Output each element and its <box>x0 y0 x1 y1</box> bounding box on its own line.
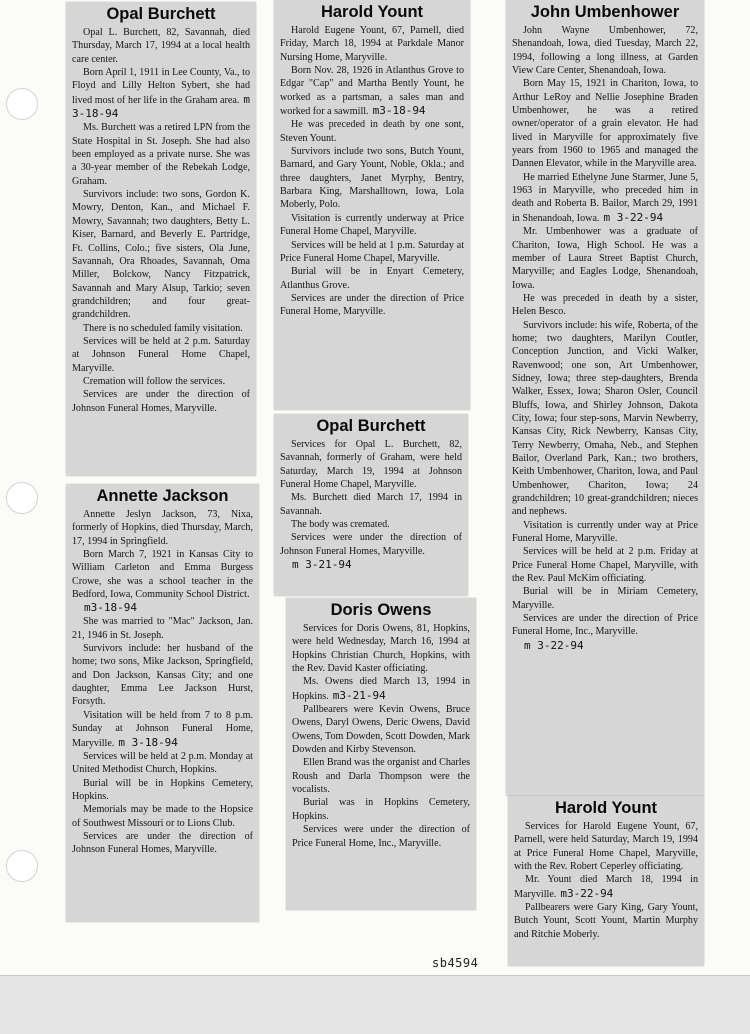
handwritten-date: m 3-18-94 <box>118 735 178 749</box>
obituary-paragraph: Services were under the direction of Price Funeral Home, Inc., Maryville. <box>292 824 470 849</box>
obituary-paragraph: Services will be held at 1 p.m. Saturday at Price Funeral Home Chapel, Maryville. <box>280 239 464 264</box>
obituary-heading: John Umbenhower <box>530 3 680 21</box>
obituary-paragraph-text: He married Ethelyne June Starmer, June 5, 1963 in Maryville, who preceded him in death and Roberta B. Bailor, March 29, 1991 in Shenandoah, Iowa. <box>512 171 698 224</box>
obituary-paragraph: He was preceded in death by a sister, Helen Besco. <box>512 292 698 318</box>
obituary-paragraph: Survivors include two sons, Butch Yount, Barnard, and Gary Yount, Noble, Okla.; and three daughters, Janet Myrphy, Bentry, Barbara King, Marshalltown, Iowa, Lola Moberly, Polo. <box>280 146 464 211</box>
obituary-paragraph: Burial will be in Miriam Cemetery, Maryville. <box>512 586 698 611</box>
obituary-paragraph: Survivors include: his wife, Roberta, of the home; two daughters, Marilyn Coutler, Conception Junction, and Vicki Walker, Ravenwood; one son, Art Umbenhower, Sidney, Iowa; three step-daughters, Brenda Walker, Essex, Iowa; Sharon Osler, Council Bluffs, Iowa, and Shirley Johnson, Dakota City, Iowa; four step-sons, Marvin Newberry, Kansas City, Rick Newberry, Kansas City, Terry Newberry, Omaha, Neb., and Stephen Bailor, Overland Park, Kan.; two brothers, Keith Umbenhower, Chariton, Iowa, and Paul Umbenhower, Chariton, Iowa; 24 grandchildren; 10 great-grandchildren; nieces and nephews. <box>512 319 698 518</box>
obituary-paragraph: Services for Harold Eugene Yount, 67, Parnell, were held Saturday, March 19, 1994 at Price Funeral Home Chapel, Maryville, with the Rev. Robert Ceperley officiating. <box>514 821 698 873</box>
obituary-paragraph: Pallbearers were Gary King, Gary Yount, Butch Yount, Scott Yount, Martin Murphy and Ritchie Moberly. <box>514 902 698 940</box>
obituary-paragraph-text: Ms. Owens died March 13, 1994 in Hopkins. <box>292 676 470 702</box>
obituary-paragraph: There is no scheduled family visitation. <box>83 322 243 334</box>
obituary-paragraph: Pallbearers were Kevin Owens, Bruce Owens, Daryl Owens, Deric Owens, David Owens, Tom Dowden, Scott Dowden, Mark Dowden and Kirby Stevenson. <box>292 704 470 756</box>
obituary-heading: Harold Yount <box>554 799 658 817</box>
obituary-annette-jackson <box>66 484 259 922</box>
obituary-heading: Harold Yount <box>320 3 424 21</box>
obituary-paragraph: Services are under the direction of Price Funeral Home, Inc., Maryville. <box>512 613 698 638</box>
obituary-paragraph: Burial will be in Enyart Cemetery, Atlanthus Grove. <box>280 266 464 291</box>
obituary-opal-burchett <box>66 2 256 476</box>
obituary-harold-yount-services <box>508 796 704 966</box>
obituary-paragraph: Services will be held at 2 p.m. Saturday at Johnson Funeral Home Chapel, Maryville. <box>72 335 250 374</box>
obituary-john-umbenhower <box>506 0 704 796</box>
catalog-number: sb4594 <box>432 956 479 970</box>
obituary-paragraph: Services will be held at 2 p.m. Friday at Price Funeral Home Chapel, Maryville, with the Rev. Paul McKim officiating. <box>512 546 698 585</box>
obituary-doris-owens <box>286 598 476 910</box>
obituary-heading: Opal Burchett <box>106 5 216 23</box>
obituary-heading: Annette Jackson <box>96 487 229 505</box>
obituary-paragraph: Opal L. Burchett, 82, Savannah, died Thursday, March 17, 1994 at a local health care center. <box>72 27 250 65</box>
handwritten-date: m3-22-94 <box>560 886 614 900</box>
handwritten-date: m 3-22-94 <box>603 210 664 224</box>
binder-hole-middle <box>6 482 38 514</box>
obituary-paragraph: Ms. Burchett was a retired LPN from the State Hospital in St. Joseph. She had also been employed as a private nurse. She was a 30-year member of the Rebekah Lodge, Graham. <box>72 122 250 187</box>
obituary-paragraph: Harold Eugene Yount, 67, Parnell, died Friday, March 18, 1994 at Parkdale Manor Nursing Home, Maryville. <box>280 25 464 63</box>
obituary-paragraph <box>280 64 464 118</box>
obituary-paragraph: Services will be held at 2 p.m. Monday at United Methodist Church, Hopkins. <box>72 750 253 776</box>
obituary-paragraph: Visitation is currently underway at Price Funeral Home Chapel, Maryville. <box>280 212 464 238</box>
handwritten-date: m 3-21-94 <box>292 558 352 572</box>
obituary-paragraph-text: Visitation will be held from 7 to 8 p.m. Sunday at Johnson Funeral Home, Maryville. <box>72 709 253 749</box>
obituary-paragraph: Services for Opal L. Burchett, 82, Savannah, formerly of Graham, were held Saturday, March 19, 1994 at Johnson Funeral Home Chapel, Maryville. <box>280 439 462 491</box>
obituary-paragraph: Born March 7, 1921 in Kansas City to William Carleton and Emma Burgess Crowe, she was a school teacher in the Bedford, Iowa, Community School District. <box>72 549 253 601</box>
handwritten-date: m 3-22-94 <box>524 638 584 652</box>
handwritten-date: m3-18-94 <box>372 104 426 118</box>
obituary-paragraph: Mr. Umbenhower was a graduate of Chariton, Iowa, High School. He was a member of Laura Street Baptist Church, Maryville; and Eagles Lodge, Shenandoah, Iowa. <box>512 226 698 291</box>
obituary-paragraph <box>514 873 698 901</box>
obituary-paragraph: Services for Doris Owens, 81, Hopkins, were held Wednesday, March 16, 1994 at Hopkins Christian Church, Hopkins, with the Rev. David Kaster officiating. <box>292 623 470 675</box>
obituary-paragraph: Visitation is currently under way at Price Funeral Home, Maryville. <box>512 519 698 545</box>
obituary-paragraph: Cremation will follow the services. <box>83 375 226 387</box>
obituary-paragraph: Services were under the direction of Johnson Funeral Homes, Maryville. <box>280 532 462 557</box>
obituary-heading: Doris Owens <box>330 601 432 619</box>
obituary-paragraph: Survivors include: her husband of the home; two sons, Mike Jackson, Springfield, and Don Jackson, Kansas City; and one daughter, Emma Lee Jackson Hurst, Forsyth. <box>72 643 253 708</box>
obituary-paragraph: He was preceded in death by one sont, Steven Yount. <box>280 119 464 144</box>
handwritten-date: m 3-18-94 <box>72 92 250 121</box>
handwritten-date: m3-18-94 <box>84 601 137 615</box>
obituary-paragraph: Services are under the direction of Johnson Funeral Homes, Maryville. <box>72 830 253 856</box>
obituary-paragraph: The body was cremated. <box>291 519 390 531</box>
handwritten-date: m3-21-94 <box>332 688 386 702</box>
obituary-paragraph: John Wayne Umbenhower, 72, Shenandoah, Iowa, died Tuesday, March 22, 1994, following a long illness, at Garden View Care Center, Shenandoah, Iowa. <box>512 25 698 77</box>
obituary-paragraph: Survivors include: two sons, Gordon K. Mowry, Denton, Kan., and Michael F. Mowry, Savannah; two daughters, Betty L. Kiser, Barnard, and Beverly E. Partridge, Ft. Collins, Colo.; five sisters, Ola June, Savannah, Ora Rhoades, Savannah, Oma Miller, Bolckow, Nancy Fitzpatrick, Savannah and Mary Alsup, Tarkio; seven grandchildren; and four great-grandchildren. <box>72 189 250 321</box>
binder-hole-bottom <box>6 850 38 882</box>
obituary-paragraph: Born May 15, 1921 in Chariton, Iowa, to Arthur LeRoy and Nellie Josephine Braden Umbenhower, he was a retired owner/operator of a grain elevator. He had lived in Maryville for approximately five years from 1960 to 1965 and managed the Dannen Elevator, while in the Maryville area. <box>512 78 698 170</box>
obituary-paragraph <box>72 66 250 121</box>
obituary-paragraph: Services are under the direction of Price Funeral Home, Maryville. <box>280 292 464 318</box>
obituary-heading: Opal Burchett <box>316 417 426 435</box>
obituary-paragraph: Burial was in Hopkins Cemetery, Hopkins. <box>292 797 470 822</box>
obituary-harold-yount <box>274 0 470 410</box>
obituary-paragraph <box>512 171 698 225</box>
obituary-paragraph <box>72 709 253 750</box>
obituary-paragraph-text: Mr. Yount died March 18, 1994 in Maryville. <box>514 874 698 900</box>
obituary-paragraph-text: Born Nov. 28, 1926 in Atlanthus Grove to Edgar "Cap" and Martha Bently Yount, he worked as a partsman, a sales man and worked for a sawmill. <box>280 65 464 118</box>
scan-bottom-edge <box>0 975 750 1034</box>
obituary-paragraph: Services are under the direction of Johnson Funeral Homes, Maryville. <box>72 389 250 414</box>
obituary-paragraph: Memorials may be made to the Hopsice of Southwest Missouri or to Lions Club. <box>72 804 253 829</box>
obituary-opal-burchett-services <box>274 414 468 596</box>
obituary-paragraph: Annette Jeslyn Jackson, 73, Nixa, formerly of Hopkins, died Thursday, March, 17, 1994 in Springfield. <box>72 509 253 547</box>
obituary-paragraph <box>292 675 470 703</box>
obituary-paragraph: She was married to "Mac" Jackson, Jan. 21, 1946 in St. Joseph. <box>72 616 253 641</box>
obituary-paragraph: Ms. Burchett died March 17, 1994 in Savannah. <box>280 492 462 517</box>
obituary-paragraph-text: Born April 1, 1911 in Lee County, Va., to Floyd and Lilly Helton Sybert, she had lived most of her life in the Graham area. <box>72 67 250 106</box>
binder-hole-top <box>6 88 38 120</box>
obituary-paragraph: Ellen Brand was the organist and Charles Roush and Darla Thompson were the vocalists. <box>292 757 470 796</box>
obituary-paragraph: Burial will be in Hopkins Cemetery, Hopkins. <box>72 777 253 802</box>
